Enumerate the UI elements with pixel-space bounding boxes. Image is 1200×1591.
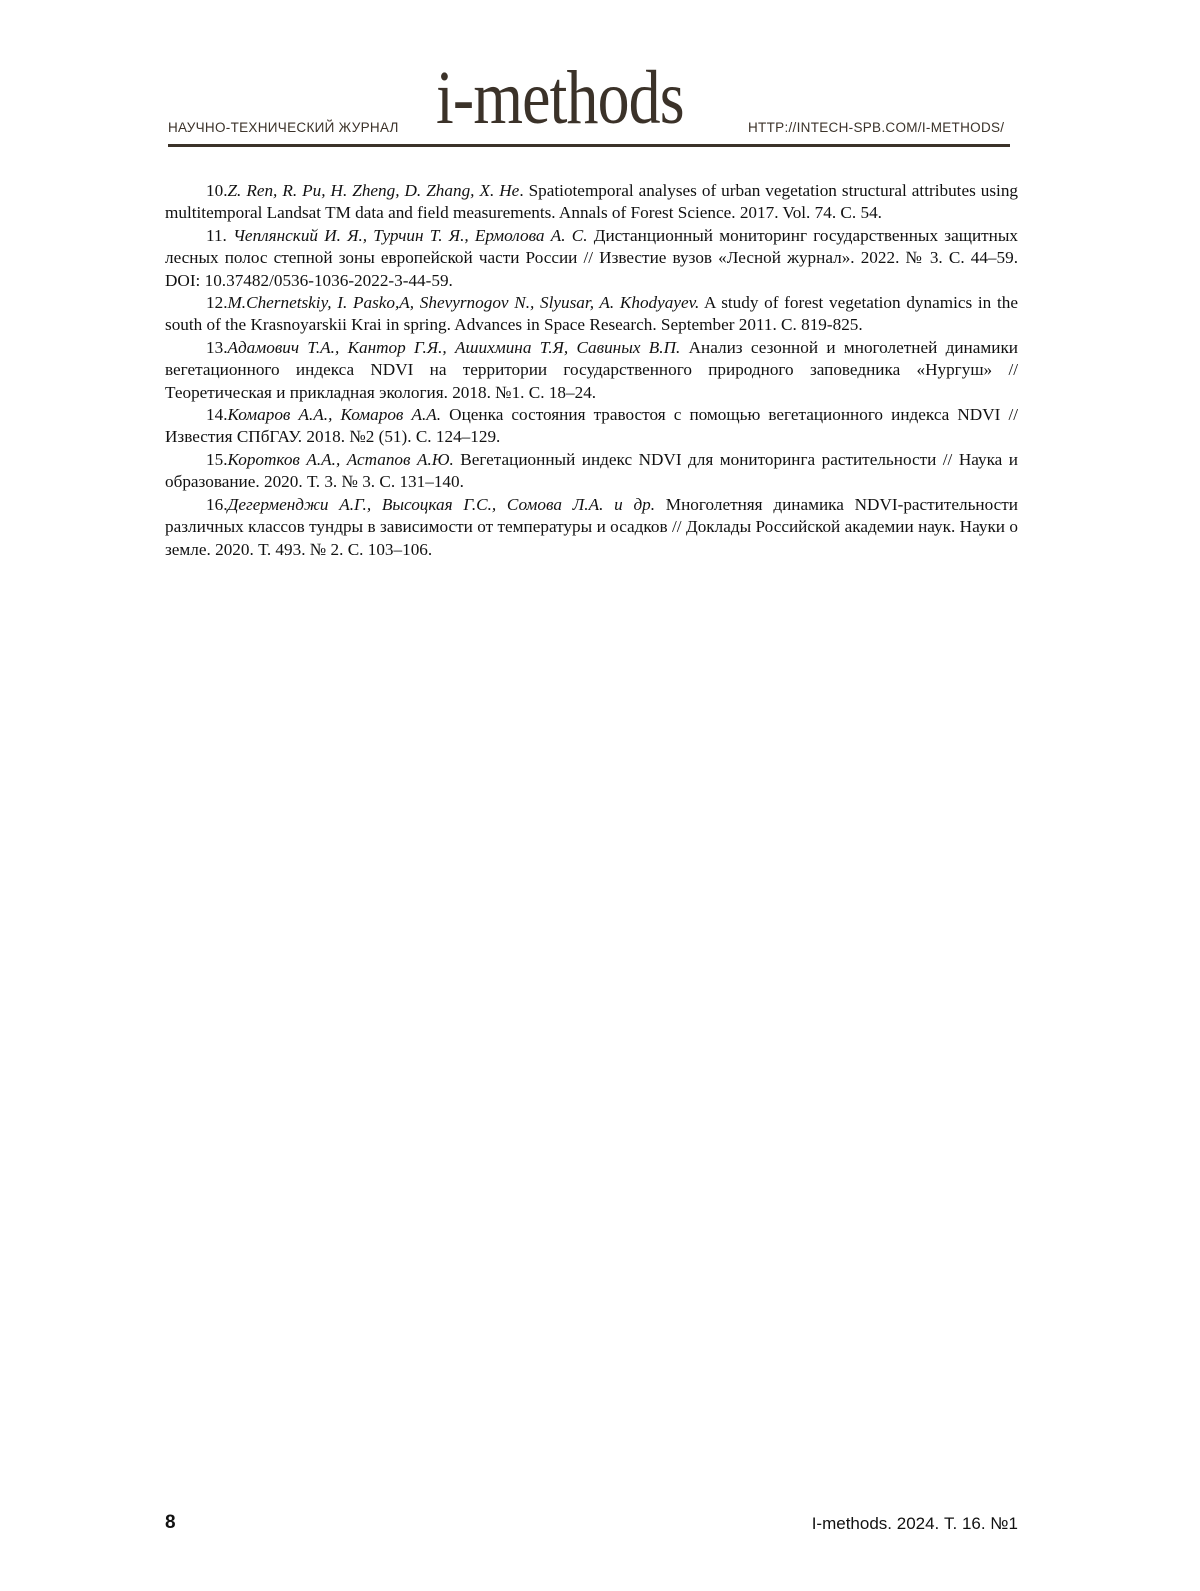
reference-authors: Дегерменджи А.Г., Высоцкая Г.С., Сомова Л.А. и др. [227, 494, 656, 514]
reference-list [165, 180, 1018, 561]
reference-text: A study of forest vegetation dynamics in the south of the Krasnoyarskii Krai in spring. Advances in Space Research. September 2011. С. 819-825. [165, 293, 1018, 335]
reference-text: Вегетационный индекс NDVI для мониторинга растительности // Наука и образование. 2020. Т. 3. № 3. С. 131–140. [165, 449, 1018, 492]
journal-url: HTTP://INTECH-SPB.COM/I-METHODS/ [748, 120, 1005, 135]
reference-text: . Spatiotemporal analyses of urban vegetation structural attributes using multitemporal Landsat TM data and field measurements. Annals of Forest Science. 2017. Vol. 74. С. 54. [165, 181, 1019, 223]
reference-text: Дистанционный мониторинг государственных защитных лесных полос степной зоны европейской части России // Известие вузов «Лесной журнал». 2022. № 3. С. 44–59. DOI: 10.37482/0536-1036-2022-3-44-59. [165, 225, 1019, 290]
reference-authors: Комаров А.А., Комаров А.А. [227, 405, 442, 425]
reference-item [165, 494, 1018, 561]
reference-item [165, 449, 1018, 494]
journal-subtitle: НАУЧНО-ТЕХНИЧЕСКИЙ ЖУРНАЛ [168, 120, 399, 135]
header-divider [168, 144, 1010, 147]
reference-number: 12. [206, 293, 228, 313]
reference-authors: Коротков А.А., Астапов А.Ю. [227, 449, 454, 469]
reference-authors: M.Chernetskiy, I. Pasko,A, Shevyrnogov N., Slyusar, A. Khodyayev. [227, 293, 700, 313]
reference-text: Многолетняя динамика NDVI-растительности различных классов тундры в зависимости от температуры и осадков // Доклады Российской академии наук. Науки о земле. 2020. Т. 493. № 2. С. 103–106. [165, 494, 1018, 559]
reference-item [165, 404, 1018, 449]
reference-number: 14. [206, 405, 228, 425]
reference-item [165, 225, 1018, 292]
page-number: 8 [165, 1512, 176, 1533]
reference-number: 15. [206, 449, 228, 469]
reference-number: 13. [206, 337, 228, 357]
reference-text: Анализ сезонной и многолетней динамики вегетационного индекса NDVI на территории государственного природного заповедника «Нургуш» // Теоретическая и прикладная экология. 2018. №1. С. 18–24. [165, 337, 1019, 402]
reference-item [165, 180, 1018, 225]
reference-number: 16. [206, 494, 228, 514]
reference-authors: Z. Ren, R. Pu, H. Zheng, D. Zhang, X. He [227, 181, 520, 200]
reference-authors: Адамович Т.А., Кантор Г.Я., Ашихмина Т.Я, Савиных В.П. [227, 337, 681, 357]
reference-number: 11. [206, 225, 227, 245]
reference-authors: Чеплянский И. Я., Турчин Т. Я., Ермолова А. С. [233, 225, 588, 245]
reference-item [165, 292, 1018, 337]
journal-issue: I-methods. 2024. Т. 16. №1 [811, 1514, 1018, 1533]
reference-text: Оценка состояния травостоя с помощью вегетационного индекса NDVI // Известия СПбГАУ. 2018. №2 (51). С. 124–129. [165, 405, 1018, 447]
journal-logo-title: i-methods [436, 56, 684, 140]
reference-number: 10. [206, 181, 228, 200]
reference-item [165, 337, 1018, 404]
